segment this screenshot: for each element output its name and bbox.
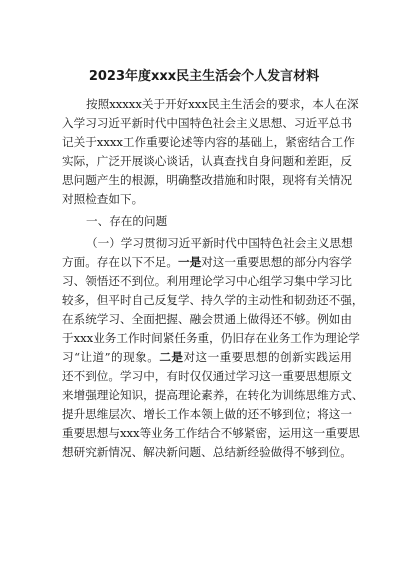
paragraph-line: 还不到位。学习中，有时仅仅通过学习这一重要思想原文 bbox=[62, 369, 352, 383]
paragraph-line: 提升思维层次、增长工作本领上做的还不够到位；将这一 bbox=[62, 407, 352, 421]
paragraph-line bbox=[62, 349, 352, 365]
paragraph-line: 想研究新情况、解决新问题、总结新经验做得不够到位。 bbox=[62, 445, 352, 459]
paragraph-line: 按照xxxxx关于开好xxx民主生活会的要求，本人在深 bbox=[86, 97, 359, 111]
paragraph-line: 思问题产生的根源，明确整改措施和时限，现将有关情况 bbox=[62, 173, 352, 187]
paragraph-line: 对照检查如下。 bbox=[62, 192, 144, 206]
paragraph-line: 入学习习近平新时代中国特色社会主义思想、习近平总书 bbox=[62, 116, 352, 130]
paragraph-line bbox=[62, 254, 352, 270]
line-text: 方面。存在以下不足。 bbox=[62, 255, 178, 269]
paragraph-line: 习、领悟还不到位。利用理论学习中心组学习集中学习比 bbox=[62, 274, 352, 288]
paragraph-line: 在系统学习、全面把握、融会贯通上做得还不够。例如由 bbox=[62, 312, 352, 326]
paragraph-line: 于xxx业务工作时间紧任务重，仍旧存在业务工作为理论学 bbox=[62, 331, 360, 345]
document-title: 2023年度xxx民主生活会个人发言材料 bbox=[88, 69, 320, 84]
line-text: 对这一重要思想的创新实践运用 bbox=[183, 350, 352, 364]
paragraph-line: 来增强理论知识，提高理论素养，在转化为训练思维方式、 bbox=[62, 388, 364, 402]
section-heading: 一、存在的问题 bbox=[86, 214, 168, 228]
point-marker-one: 一是 bbox=[177, 255, 202, 269]
paragraph-line: 记关于xxxx工作重要论述等内容的基础上，紧密结合工作 bbox=[62, 135, 355, 149]
paragraph-line: 重要思想与xxx等业务工作结合不够紧密，运用这一重要思 bbox=[62, 426, 360, 440]
point-marker-two: 二是 bbox=[159, 350, 184, 364]
paragraph-line: 实际，广泛开展谈心谈话，认真查找自身问题和差距，反 bbox=[62, 154, 352, 168]
paragraph-line: 较多，但平时自己反复学、持久学的主动性和韧劲还不强， bbox=[62, 293, 364, 307]
paragraph-line: （一）学习贯彻习近平新时代中国特色社会主义思想 bbox=[86, 236, 353, 250]
line-text: 习“让道”的现象。 bbox=[62, 350, 160, 364]
line-text: 对这一重要思想的部分内容学 bbox=[201, 255, 352, 269]
